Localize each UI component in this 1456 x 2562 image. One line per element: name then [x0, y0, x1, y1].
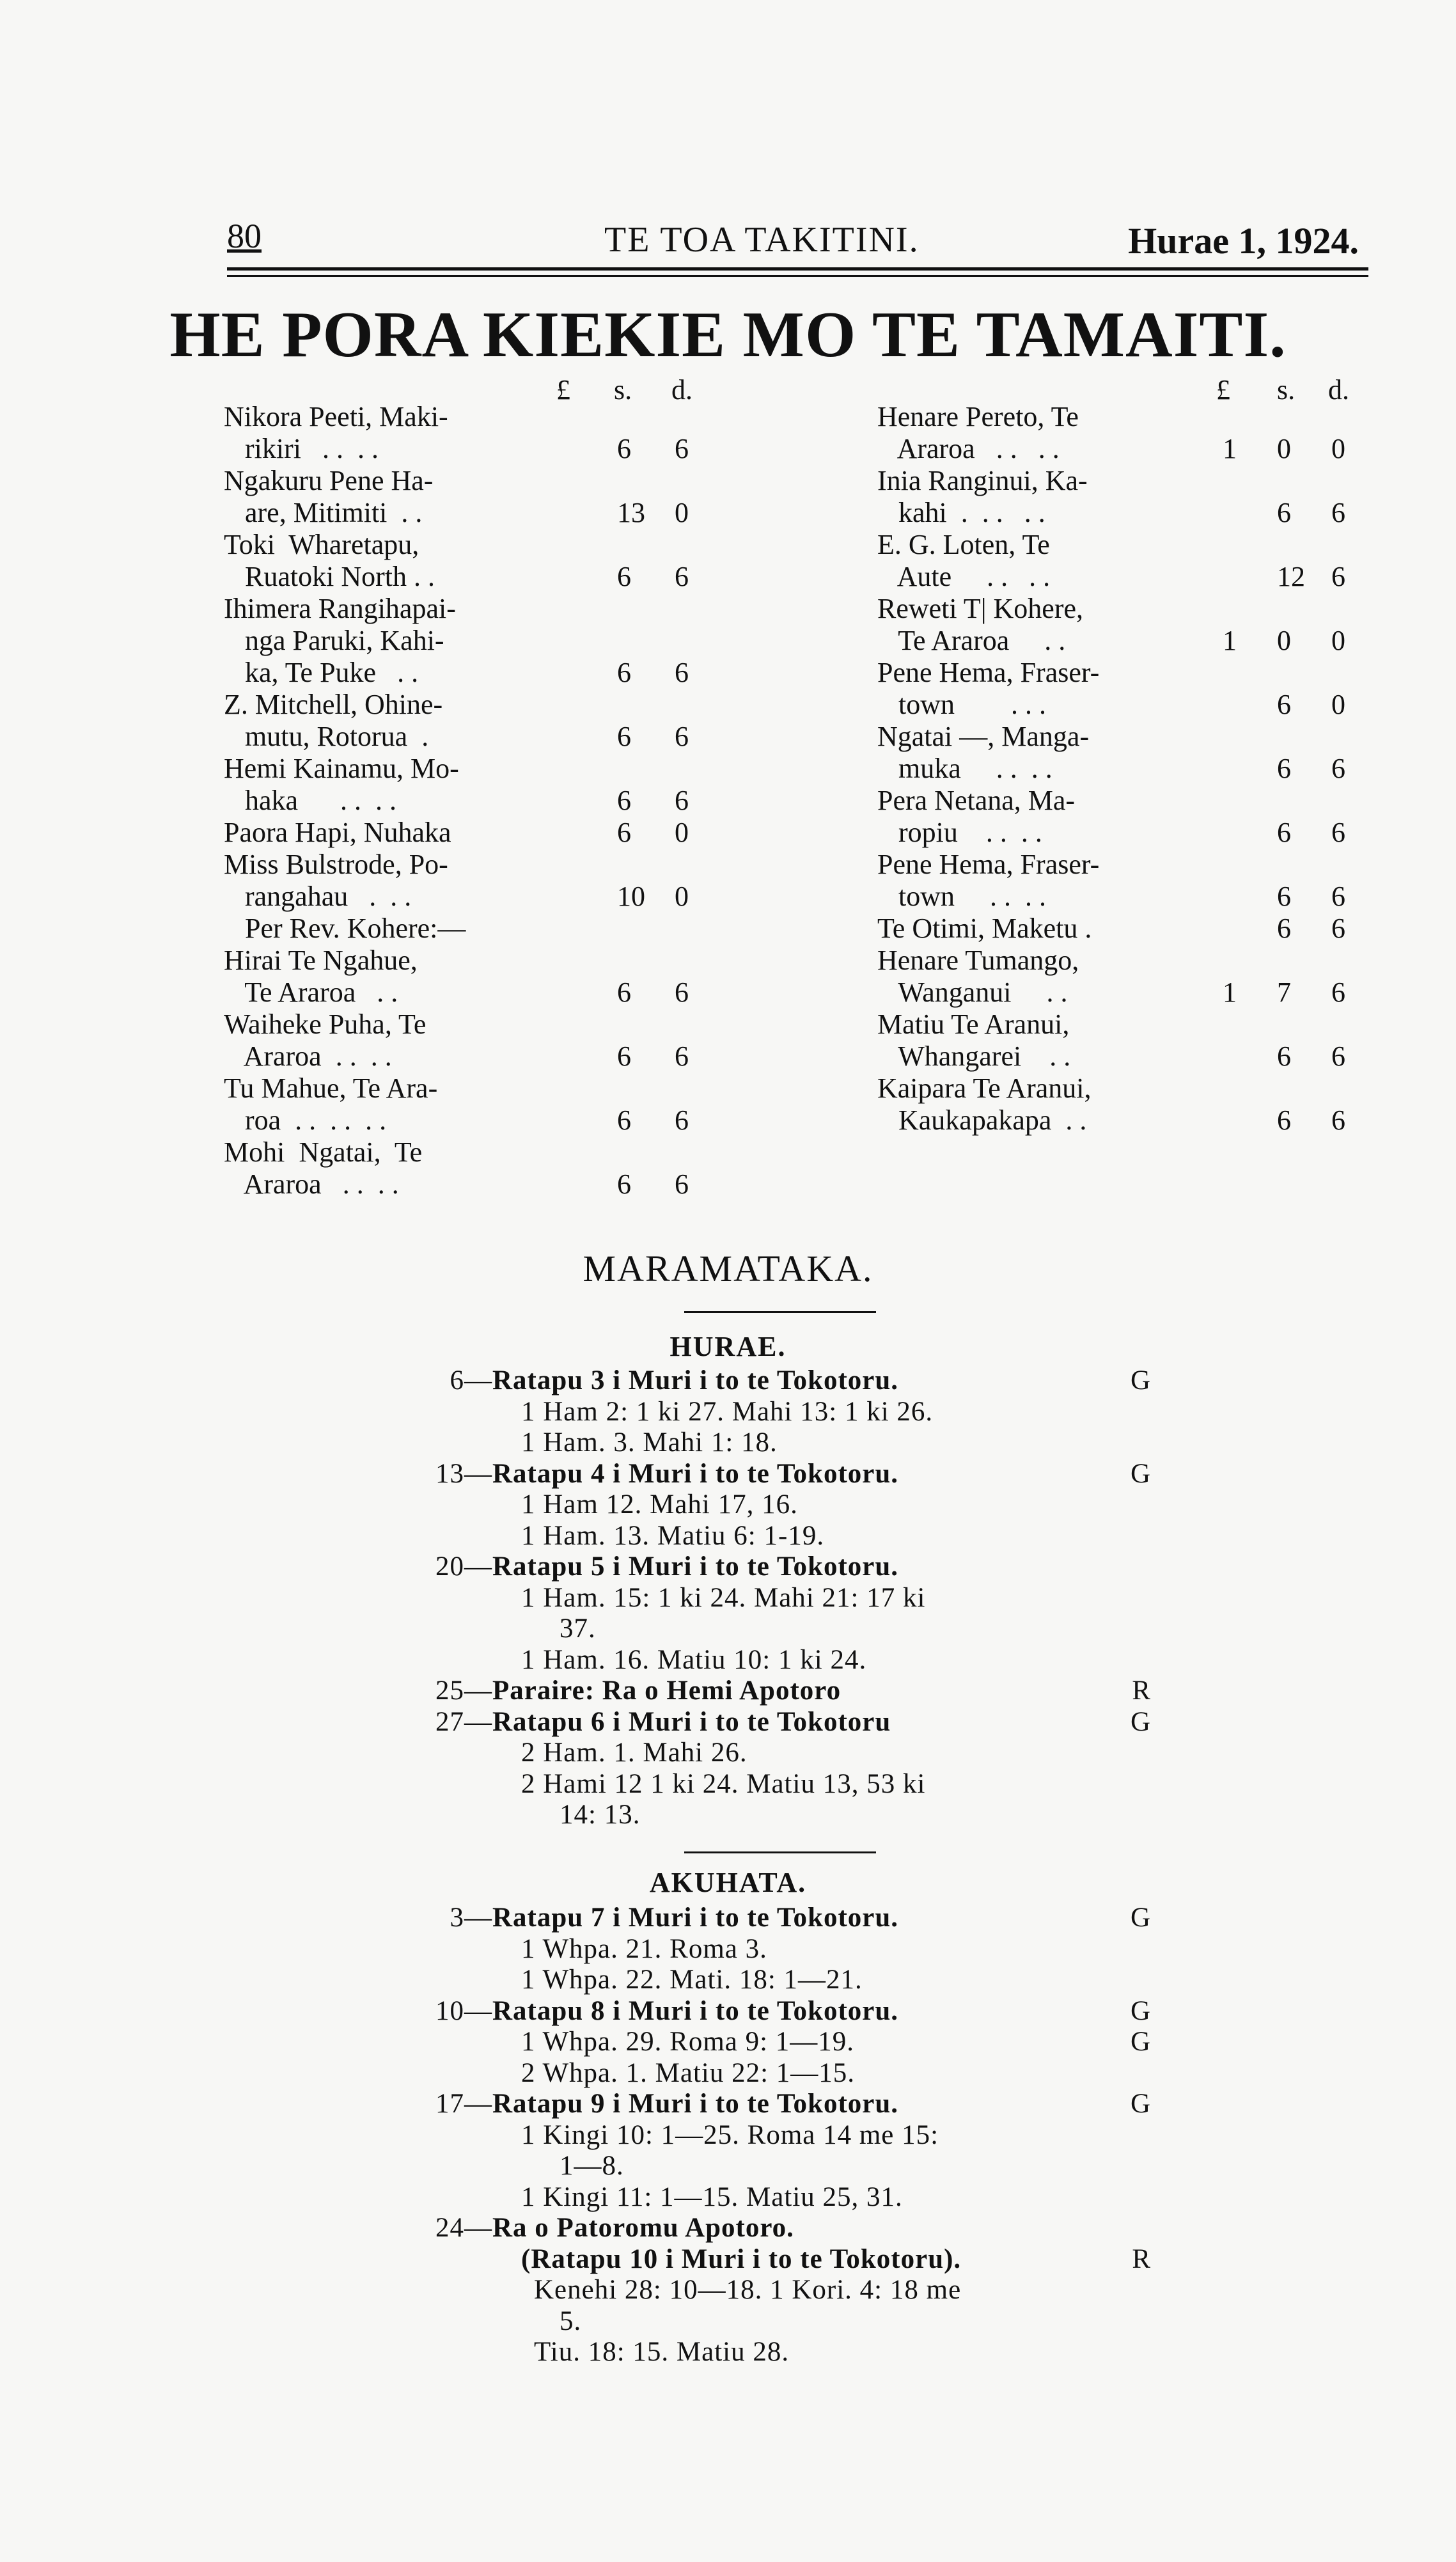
- reading-text: 1 Whpa. 22. Mati. 18: 1—21.: [521, 1965, 863, 1995]
- calendar-line: [409, 2213, 1151, 2244]
- amount-shillings: 6: [617, 1041, 631, 1072]
- amount-shillings: 6: [617, 977, 631, 1008]
- header-rule: [227, 267, 1368, 271]
- amount-shillings: 6: [1277, 753, 1291, 784]
- day-number: 3—: [450, 1903, 492, 1933]
- calendar-line: [409, 2027, 1151, 2058]
- service-title: (Ratapu 10 i Muri i to te Tokotoru).: [521, 2244, 962, 2274]
- amount-pence: 6: [675, 433, 689, 464]
- donation-entry: [224, 913, 729, 945]
- donor-name-line: Henare Tumango,: [877, 945, 1079, 976]
- amount-pence: 6: [675, 657, 689, 688]
- amount-shillings: 6: [1277, 1104, 1291, 1136]
- header-rule-thin: [227, 275, 1368, 277]
- calendar-line: [409, 2089, 1151, 2120]
- reading-text: 1 Ham. 15: 1 ki 24. Mahi 21: 17 ki: [521, 1582, 926, 1613]
- donor-name-line: Ngatai —, Manga-: [877, 721, 1090, 752]
- calendar-line: [409, 1645, 1151, 1676]
- amount-shillings: 6: [617, 721, 631, 752]
- amount-shillings: 7: [1277, 977, 1291, 1008]
- amount-pence: 0: [675, 497, 689, 528]
- calendar-line: [409, 2151, 1151, 2182]
- donation-entry: [877, 529, 1370, 593]
- liturgical-colour-code: G: [1130, 1458, 1151, 1489]
- donor-name-line: Tu Mahue, Te Ara-: [224, 1073, 438, 1104]
- donor-name-line: Te Otimi, Maketu .: [877, 913, 1092, 944]
- donor-name-line: muka . . . .: [877, 753, 1053, 784]
- calendar-line: [409, 2120, 1151, 2151]
- donor-name-line: Whangarei . .: [877, 1041, 1071, 1072]
- liturgical-colour-code: G: [1130, 1365, 1151, 1395]
- amount-pence: 6: [675, 1104, 689, 1136]
- donor-name-line: Araroa . . . .: [877, 433, 1060, 464]
- amount-shillings: 6: [1277, 497, 1291, 528]
- pound-header: £: [1216, 374, 1230, 405]
- day-number: 20—: [435, 1552, 492, 1582]
- donor-name-line: Miss Bulstrode, Po-: [224, 849, 448, 880]
- month-rule: [684, 1851, 876, 1853]
- donor-name-line: Inia Ranginui, Ka-: [877, 465, 1088, 496]
- reading-text: 1 Kingi 11: 1—15. Matiu 25, 31.: [521, 2181, 903, 2212]
- amount-pence: 6: [1331, 753, 1345, 784]
- page-title: HE PORA KIEKIE MO TE TAMAITI.: [169, 299, 1287, 371]
- donor-name-line: Toki Wharetapu,: [224, 529, 419, 560]
- service-title: Ratapu 8 i Muri i to te Tokotoru.: [492, 1995, 899, 2026]
- donation-entry: [224, 1073, 729, 1136]
- calendar-line: [409, 2058, 1151, 2089]
- donor-name-line: Araroa . . . .: [224, 1041, 392, 1072]
- donation-entry: [224, 529, 729, 593]
- amount-pence: 6: [1331, 977, 1345, 1008]
- calendar-line: [409, 1365, 1151, 1397]
- liturgical-colour-code: G: [1130, 2027, 1151, 2057]
- donor-name-line: Nikora Peeti, Maki-: [224, 401, 448, 432]
- column-currency-header: [877, 374, 1370, 405]
- donor-name-line: Waiheke Puha, Te: [224, 1009, 427, 1040]
- amount-shillings: 6: [617, 561, 631, 592]
- donation-entry: [877, 945, 1370, 1009]
- amount-shillings: 0: [1277, 433, 1291, 464]
- calendar-line: [409, 1552, 1151, 1583]
- donor-name-line: nga Paruki, Kahi-: [224, 625, 444, 656]
- amount-shillings: 6: [1277, 1041, 1291, 1072]
- reading-text: Tiu. 18: 15. Matiu 28.: [534, 2337, 790, 2367]
- amount-shillings: 10: [617, 881, 645, 912]
- service-title: Ratapu 4 i Muri i to te Tokotoru.: [492, 1458, 899, 1489]
- donor-name-line: Ruatoki North . .: [224, 561, 435, 592]
- donation-entry: [877, 1073, 1370, 1136]
- pence-header: d.: [671, 374, 693, 405]
- donor-name-line: kahi . . . . .: [877, 497, 1045, 528]
- donation-entry: [877, 849, 1370, 913]
- calendar-line: [409, 1738, 1151, 1769]
- amount-shillings: 13: [617, 497, 645, 528]
- amount-shillings: 12: [1277, 561, 1305, 592]
- amount-shillings: 6: [617, 657, 631, 688]
- donor-name-line: Pera Netana, Ma-: [877, 785, 1076, 816]
- amount-shillings: 6: [617, 785, 631, 816]
- donor-name-line: Kaukapakapa . .: [877, 1104, 1087, 1136]
- amount-shillings: 6: [617, 817, 631, 848]
- amount-pence: 0: [1331, 433, 1345, 464]
- calendar-line: [409, 1521, 1151, 1552]
- amount-pence: 6: [1331, 881, 1345, 912]
- page-number: 80: [227, 217, 262, 255]
- amount-shillings: 6: [617, 1104, 631, 1136]
- donor-name-line: Aute . . . .: [877, 561, 1051, 592]
- reading-text: 2 Hami 12 1 ki 24. Matiu 13, 53 ki: [521, 1768, 926, 1799]
- calendar-line: [409, 1707, 1151, 1738]
- donor-name-line: mutu, Rotorua .: [224, 721, 429, 752]
- donor-name-line: rangahau . . .: [224, 881, 412, 912]
- donor-name-line: Araroa . . . .: [224, 1168, 399, 1200]
- calendar-line: [409, 1996, 1151, 2027]
- amount-shillings: 6: [1277, 913, 1291, 944]
- amount-pounds: 1: [1223, 433, 1237, 464]
- reading-text: 2 Whpa. 1. Matiu 22: 1—15.: [521, 2057, 856, 2088]
- donor-name-line: Kaipara Te Aranui,: [877, 1073, 1092, 1104]
- month-rule: [684, 1311, 876, 1313]
- service-title: Ratapu 6 i Muri i to te Tokotoru: [492, 1706, 891, 1737]
- amount-pence: 6: [675, 1168, 689, 1200]
- liturgical-colour-code: R: [1132, 1676, 1151, 1706]
- amount-pence: 0: [1331, 689, 1345, 720]
- calendar-month-akuhata: [409, 1903, 1151, 2368]
- day-number: 24—: [435, 2213, 492, 2243]
- reading-text: Kenehi 28: 10—18. 1 Kori. 4: 18 me: [534, 2275, 962, 2305]
- amount-pence: 6: [675, 1041, 689, 1072]
- reading-text: 1 Ham. 3. Mahi 1: 18.: [521, 1427, 778, 1458]
- reading-text: 1 Ham 2: 1 ki 27. Mahi 13: 1 ki 26.: [521, 1396, 934, 1427]
- reading-text: 1 Kingi 10: 1—25. Roma 14 me 15:: [521, 2119, 939, 2150]
- amount-pounds: 1: [1223, 977, 1237, 1008]
- amount-pence: 6: [1331, 561, 1345, 592]
- service-title: Ratapu 5 i Muri i to te Tokotoru.: [492, 1552, 899, 1582]
- donor-name-line: Wanganui . .: [877, 977, 1068, 1008]
- donor-name-line: Paora Hapi, Nuhaka: [224, 817, 451, 848]
- donor-name-line: rikiri . . . .: [224, 433, 379, 464]
- shilling-header: s.: [614, 374, 632, 405]
- service-title: Ra o Patoromu Apotoro.: [492, 2213, 794, 2243]
- amount-pence: 6: [1331, 913, 1345, 944]
- calendar-line: [409, 2337, 1151, 2368]
- publication-title: TE TOA TAKITINI.: [604, 220, 920, 260]
- liturgical-colour-code: G: [1130, 1706, 1151, 1737]
- amount-shillings: 6: [617, 1168, 631, 1200]
- day-number: 6—: [450, 1365, 492, 1395]
- amount-pence: 6: [675, 785, 689, 816]
- calendar-line: [409, 1800, 1151, 1831]
- calendar-line: [409, 1397, 1151, 1428]
- calendar-line: [409, 1427, 1151, 1459]
- calendar-line: [409, 2275, 1151, 2306]
- amount-pence: 6: [675, 721, 689, 752]
- donor-name-line: are, Mitimiti . .: [224, 497, 423, 528]
- donor-name-line: Ihimera Rangihapai-: [224, 593, 456, 624]
- liturgical-colour-code: G: [1130, 1995, 1151, 2026]
- donation-entry: [224, 945, 729, 1009]
- donor-name-line: Te Araroa . .: [877, 625, 1066, 656]
- day-number: 17—: [435, 2089, 492, 2119]
- service-title: Ratapu 7 i Muri i to te Tokotoru.: [492, 1903, 899, 1933]
- reading-text: 1 Ham. 13. Matiu 6: 1-19.: [521, 1520, 825, 1551]
- donor-name-line: Pene Hema, Fraser-: [877, 849, 1100, 880]
- liturgical-colour-code: R: [1132, 2244, 1151, 2274]
- donor-name-line: Mohi Ngatai, Te: [224, 1136, 423, 1168]
- calendar-line: [409, 1614, 1151, 1645]
- issue-date: Hurae 1, 1924.: [1128, 220, 1359, 262]
- reading-text: 1 Whpa. 21. Roma 3.: [521, 1933, 767, 1964]
- service-title: Paraire: Ra o Hemi Apotoro: [492, 1676, 842, 1706]
- donation-entry: [877, 401, 1370, 465]
- amount-pence: 0: [1331, 625, 1345, 656]
- donor-name-line: Henare Pereto, Te: [877, 401, 1079, 432]
- amount-pence: 6: [675, 561, 689, 592]
- donor-name-line: town . . .: [877, 689, 1046, 720]
- reading-text: 1 Whpa. 29. Roma 9: 1—19.: [521, 2027, 855, 2057]
- donation-entry: [224, 465, 729, 529]
- amount-pence: 6: [1331, 817, 1345, 848]
- amount-pence: 6: [1331, 497, 1345, 528]
- amount-shillings: 6: [1277, 689, 1291, 720]
- donation-entry: [877, 785, 1370, 849]
- day-number: 10—: [435, 1995, 492, 2026]
- donation-entry: [224, 689, 729, 753]
- donor-name-line: ka, Te Puke . .: [224, 657, 419, 688]
- donor-name-line: roa . . . . . .: [224, 1104, 387, 1136]
- donation-entry: [877, 465, 1370, 529]
- calendar-line: [409, 2182, 1151, 2213]
- donor-name-line: Hirai Te Ngahue,: [224, 945, 418, 976]
- calendar-line: [409, 1903, 1151, 1934]
- reading-text: 1 Ham 12. Mahi 17, 16.: [521, 1489, 798, 1520]
- calendar-line: [409, 1583, 1151, 1614]
- donor-name-line: haka . . . .: [224, 785, 397, 816]
- donation-entry: [877, 721, 1370, 785]
- donation-entry: [224, 1009, 729, 1073]
- donor-name-line: Matiu Te Aranui,: [877, 1009, 1070, 1040]
- donor-name-line: ropiu . . . .: [877, 817, 1042, 848]
- donor-name-line: Te Araroa . .: [224, 977, 398, 1008]
- calendar-line: [409, 2306, 1151, 2338]
- liturgical-colour-code: G: [1130, 1903, 1151, 1933]
- calendar-line: [409, 1459, 1151, 1490]
- donation-entry: [224, 817, 729, 849]
- day-number: 13—: [435, 1458, 492, 1489]
- donation-entry: [224, 849, 729, 913]
- month-heading: AKUHATA.: [649, 1867, 807, 1898]
- reading-text: 37.: [560, 1614, 596, 1644]
- donation-entry: [877, 657, 1370, 721]
- donor-name-line: Ngakuru Pene Ha-: [224, 465, 434, 496]
- day-number: 25—: [435, 1676, 492, 1706]
- calendar-line: [409, 1934, 1151, 1965]
- donor-name-line: Z. Mitchell, Ohine-: [224, 689, 443, 720]
- donation-entry: [877, 593, 1370, 657]
- reading-text: 1—8.: [560, 2151, 624, 2181]
- service-title: Ratapu 3 i Muri i to te Tokotoru.: [492, 1365, 899, 1395]
- service-title: Ratapu 9 i Muri i to te Tokotoru.: [492, 2089, 899, 2119]
- month-heading: HURAE.: [669, 1331, 787, 1362]
- donation-entry: [224, 1136, 729, 1200]
- amount-pence: 0: [675, 881, 689, 912]
- donor-name-line: Per Rev. Kohere:—: [224, 913, 466, 944]
- donation-entry: [224, 593, 729, 689]
- calendar-line: [409, 2244, 1151, 2275]
- donation-entry: [877, 1009, 1370, 1073]
- calendar-line: [409, 1489, 1151, 1521]
- donor-name-line: E. G. Loten, Te: [877, 529, 1050, 560]
- day-number: 27—: [435, 1706, 492, 1737]
- page-header: [227, 203, 1359, 261]
- amount-pence: 6: [1331, 1104, 1345, 1136]
- shilling-header: s.: [1277, 374, 1296, 405]
- amount-pence: 6: [675, 977, 689, 1008]
- amount-shillings: 6: [1277, 817, 1291, 848]
- donations-left-column: [224, 374, 729, 1200]
- calendar-line: [409, 1676, 1151, 1707]
- calendar-title: MARAMATAKA.: [583, 1248, 873, 1289]
- reading-text: 14: 13.: [560, 1800, 641, 1830]
- reading-text: 2 Ham. 1. Mahi 26.: [521, 1738, 748, 1768]
- amount-shillings: 0: [1277, 625, 1291, 656]
- donor-name-line: Pene Hema, Fraser-: [877, 657, 1100, 688]
- donations-right-column: [877, 374, 1370, 1136]
- calendar-month-hurae: [409, 1365, 1151, 1831]
- column-currency-header: [224, 374, 729, 405]
- donor-name-line: town . . . .: [877, 881, 1046, 912]
- donation-entry: [877, 913, 1370, 945]
- donation-entry: [224, 401, 729, 465]
- donor-name-line: Reweti T| Kohere,: [877, 593, 1084, 624]
- pound-header: £: [556, 374, 570, 405]
- calendar-line: [409, 1769, 1151, 1800]
- amount-pounds: 1: [1223, 625, 1237, 656]
- amount-shillings: 6: [1277, 881, 1291, 912]
- donor-name-line: Hemi Kainamu, Mo-: [224, 753, 459, 784]
- reading-text: 1 Ham. 16. Matiu 10: 1 ki 24.: [521, 1644, 867, 1675]
- reading-text: 5.: [560, 2306, 582, 2336]
- amount-pence: 0: [675, 817, 689, 848]
- pence-header: d.: [1328, 374, 1349, 405]
- amount-shillings: 6: [617, 433, 631, 464]
- liturgical-colour-code: G: [1130, 2089, 1151, 2119]
- donation-entry: [224, 753, 729, 817]
- amount-pence: 6: [1331, 1041, 1345, 1072]
- calendar-line: [409, 1965, 1151, 1996]
